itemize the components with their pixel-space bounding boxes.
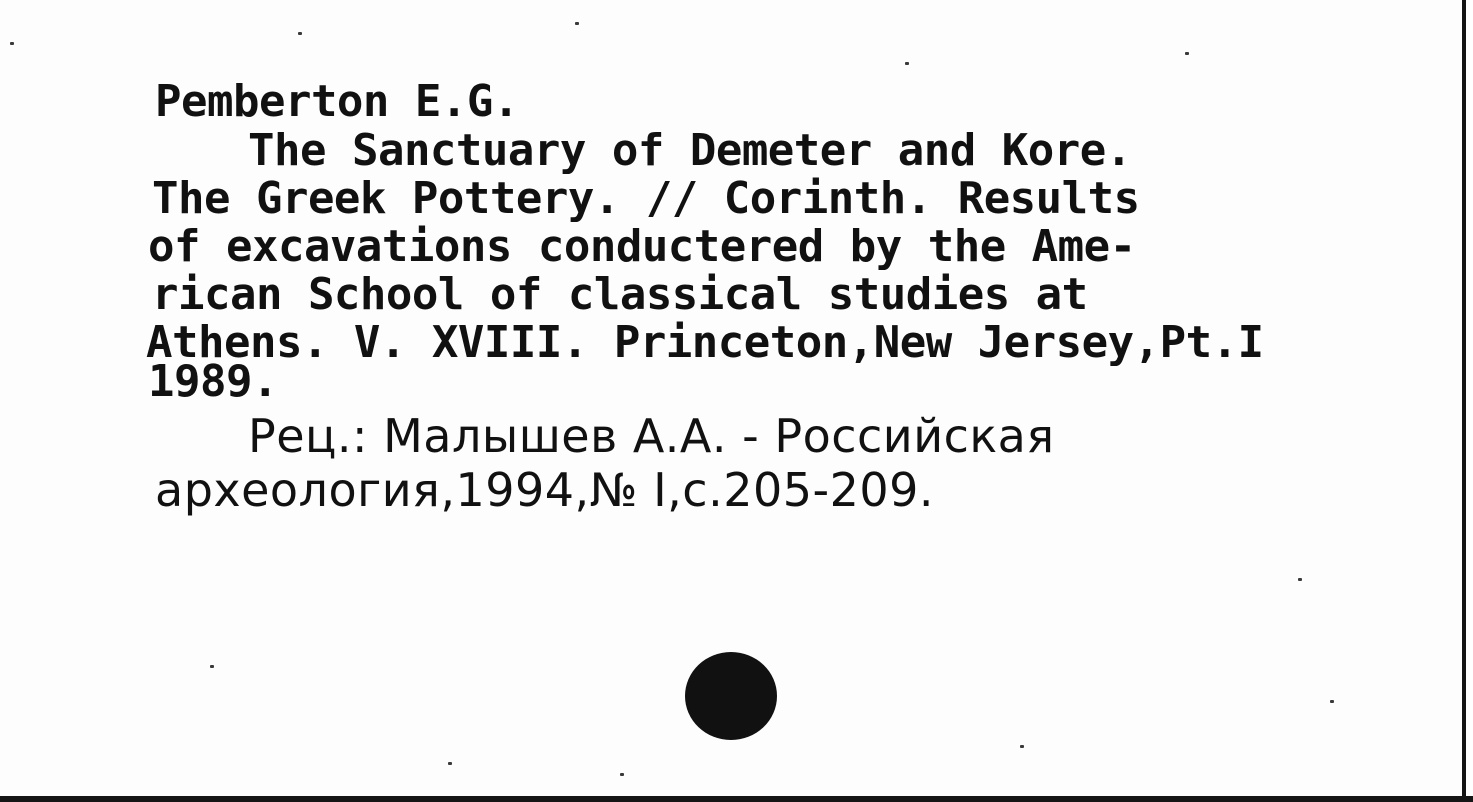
speck bbox=[905, 62, 909, 65]
punch-hole bbox=[685, 652, 777, 740]
speck bbox=[1185, 52, 1189, 55]
speck bbox=[10, 42, 14, 45]
card-bottom-edge bbox=[0, 796, 1473, 802]
title-line-1: The Sanctuary of Demeter and Kore. bbox=[248, 125, 1132, 176]
card-right-edge bbox=[1462, 0, 1473, 802]
review-line-1: Рец.: Малышев А.А. - Российская bbox=[248, 409, 1055, 463]
title-line-4: rican School of classical studies at bbox=[152, 269, 1088, 320]
title-line-2: The Greek Pottery. // Corinth. Results bbox=[152, 173, 1140, 224]
review-line-2: археология,1994,№ I,c.205-209. bbox=[155, 463, 935, 517]
speck bbox=[210, 665, 214, 668]
year-line: 1989. bbox=[148, 356, 278, 407]
speck bbox=[1330, 700, 1334, 703]
speck bbox=[298, 32, 302, 35]
speck bbox=[1020, 745, 1024, 748]
speck bbox=[620, 773, 624, 776]
title-line-3: of excavations conductered by the Ame- bbox=[148, 221, 1136, 272]
speck bbox=[1298, 578, 1302, 581]
title-line-5: Athens. V. XVIII. Princeton,New Jersey,Pt.I bbox=[146, 317, 1264, 368]
speck bbox=[575, 22, 579, 25]
speck bbox=[448, 762, 452, 765]
author-line: Pemberton E.G. bbox=[155, 76, 519, 127]
